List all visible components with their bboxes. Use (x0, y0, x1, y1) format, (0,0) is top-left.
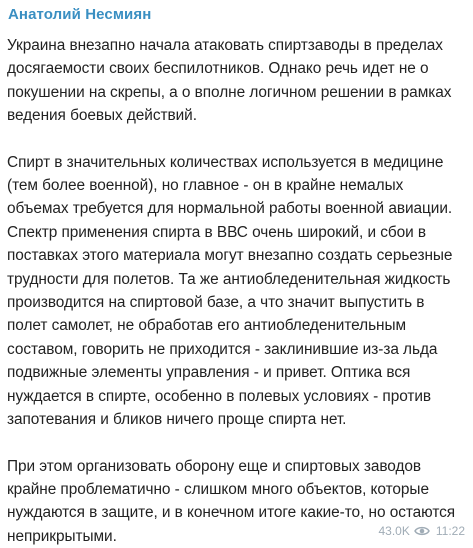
post-paragraph: При этом организовать оборону еще и спиртовых заводов крайне проблематично - слишком много объектов, которые нуждаются в защите, и в конечном итоге какие-то, но остаются неприкрытыми. (7, 455, 461, 548)
post-paragraph: Украина внезапно начала атаковать спиртзаводы в пределах досягаемости своих беспилотников. Однако речь идет не о покушении на скрепы, а о вполне логичном решении в рамках ведения боевых действий. (7, 34, 461, 128)
post-time: 11:22 (436, 524, 465, 538)
eye-icon (414, 525, 430, 537)
author-name[interactable]: Анатолий Несмиян (8, 5, 461, 24)
post-meta (379, 524, 466, 538)
post-paragraph: Спирт в значительных количествах используется в медицине (тем более военной), но главное - он в крайне немалых объемах требуется для нормальной работы военной авиации. Спектр применения спирта в ВВС очень широкий, и сбои в поставках этого материала могут внезапно создать серьезные трудности для полетов. Та же антиобледенительная жидкость производится на спиртовой базе, а что значит выпустить в полет самолет, не обработав его антиобледенительным составом, говорить не приходится - заклинившие из-за льда подвижные элементы управления - и привет. Оптика вся нуждается в спирте, особенно в полевых условиях - против запотевания и бликов ничего проще спирта нет. (7, 151, 461, 432)
view-count: 43.0K (379, 524, 410, 538)
